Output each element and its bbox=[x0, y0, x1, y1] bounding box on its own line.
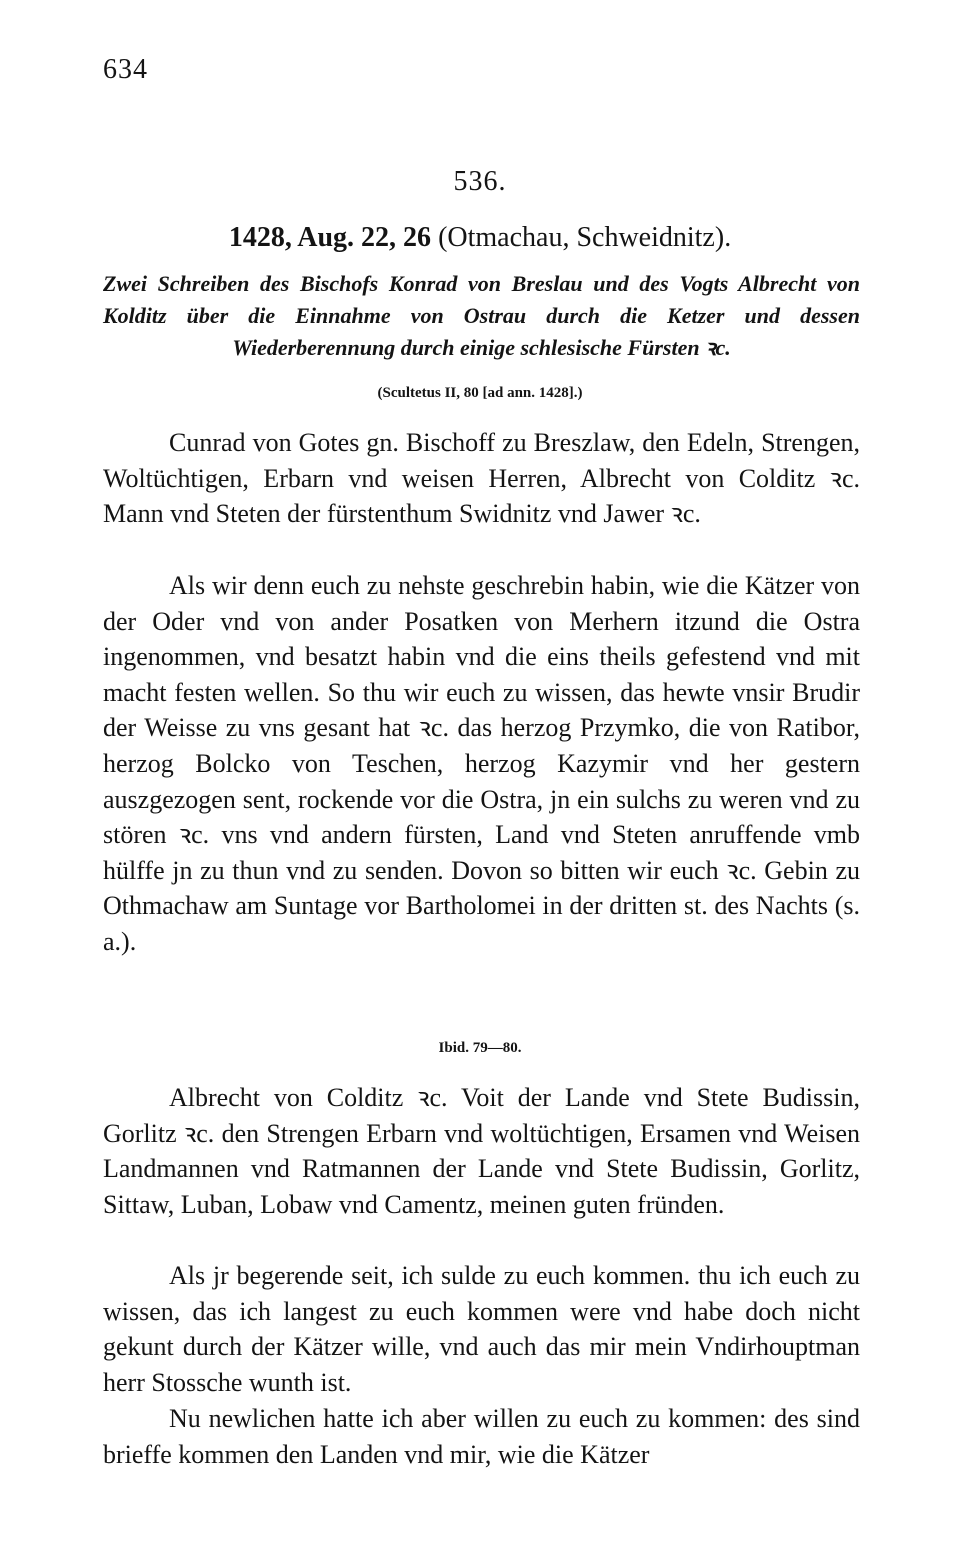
letter-1-body: Als wir denn euch zu nehste geschrebin habin, wie die Kätzer von der Oder vnd von ander Posatken von Merhern itzund die Ostra ingenommen, vnd besatzt habin vnd die eins theils gefestend vnd mit macht festen wellen. So thu wir euch zu wissen, das hewte vnsir Brudir der Weisse zu vns gesant hat ꝛc. das herzog Przymko, die von Ratibor, herzog Bolcko von Teschen, herzog Kazymir vnd her gestern auszgezogen sent, rockende vor die Ostra, jn ein sulchs zu weren vnd zu stören ꝛc. vns vnd andern fürsten, Land vnd Steten anruffende vmb hülffe jn zu thun vnd zu senden. Dovon so bitten wir euch ꝛc. Gebin zu Othmachaw am Suntage vor Bartholomei in der dritten st. des Nachts (s. a.). bbox=[103, 571, 860, 956]
letter-2-body: Als jr begerende seit, ich sulde zu euch kommen. thu ich euch zu wissen, das ich langest zu euch kommen were vnd habe doch nicht gekunt durch der Kätzer wille, vnd auch das mir mein Vndirhouptman herr Stossche wunth ist. bbox=[103, 1261, 860, 1397]
source-citation: (Scultetus II, 80 [ad ann. 1428].) bbox=[377, 385, 583, 401]
document-summary: Zwei Schreiben des Bischofs Konrad von Breslau und des Vogts Albrecht von Kolditz über die Einnahme von Ostrau durch die Ketzer und dessen Wiederberennung durch einige schlesische Fürsten ꝛc. bbox=[103, 271, 860, 360]
letter-1-address: Cunrad von Gotes gn. Bischoff zu Breszlaw, den Edeln, Strengen, Woltüchtigen, Erbarn vnd weisen Herren, Albrecht von Colditz ꝛc. Mann vnd Steten der fürstenthum Swidnitz vnd Jawer ꝛc. bbox=[103, 428, 860, 529]
letter-2-address: Albrecht von Colditz ꝛc. Voit der Lande vnd Stete Budissin, Gorlitz ꝛc. den Strengen Erbarn vnd woltüchtigen, Ersamen vnd Weisen Landmannen vnd Ratmannen der Lande vnd Stete Budissin, Gorlitz, Sittaw, Luban, Lobaw vnd Camentz, meinen guten fründen. bbox=[103, 1083, 860, 1219]
document-place: (Otmachau, Schweidnitz). bbox=[431, 222, 732, 253]
page-number: 634 bbox=[103, 54, 148, 85]
letter-2-body-continued: Nu newlichen hatte ich aber willen zu euch zu kommen: des sind brieffe kommen den Landen vnd mir, wie die Kätzer bbox=[103, 1404, 860, 1469]
document-number: 536. bbox=[453, 166, 507, 197]
document-date-heading bbox=[0, 222, 960, 254]
document-date: 1428, Aug. 22, 26 bbox=[228, 222, 432, 253]
source-citation-ibid: Ibid. 79—80. bbox=[438, 1040, 522, 1056]
